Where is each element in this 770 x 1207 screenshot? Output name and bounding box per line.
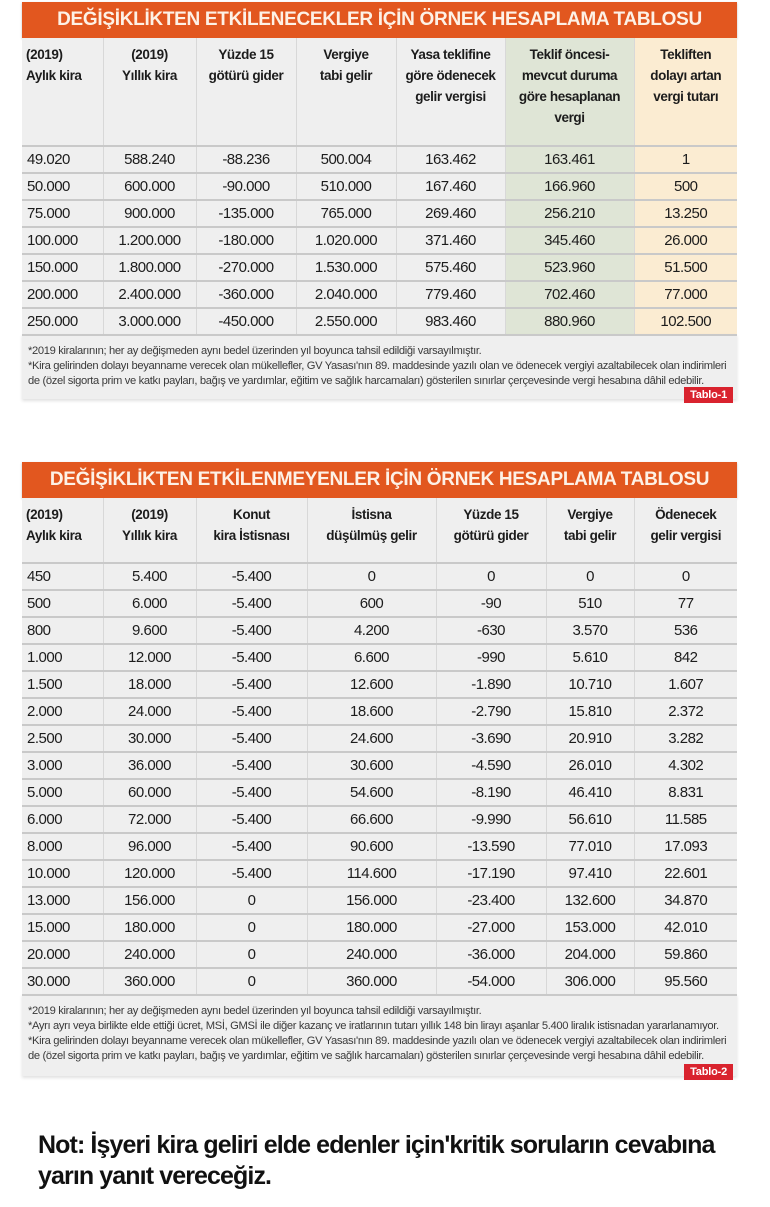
table-cell: 600.000	[103, 173, 196, 200]
table-cell: -5.400	[196, 644, 307, 671]
table2-section	[22, 462, 737, 1076]
table-cell: 26.000	[634, 227, 737, 254]
table2-note-1: *2019 kiralarının; her ay değişmeden aynı bedel üzerinden yıl boyunca tahsil edildiği varsayılmıştır.	[28, 1005, 482, 1017]
table2-column-header-line: Vergiye	[567, 507, 613, 522]
table-cell: 77.000	[634, 281, 737, 308]
table-cell: 26.010	[546, 752, 634, 779]
table-cell: 523.960	[505, 254, 634, 281]
table-cell: -90	[436, 590, 546, 617]
table-cell: 600	[307, 590, 436, 617]
table-cell: 0	[634, 563, 737, 590]
table1-column-header-line: gelir vergisi	[415, 89, 486, 104]
table-cell: 510.000	[296, 173, 396, 200]
table-row	[22, 563, 737, 590]
table2-column-header-line: kira İstisnası	[213, 528, 290, 543]
table-cell: 2.550.000	[296, 308, 396, 334]
table-cell: 56.610	[546, 806, 634, 833]
table2-column-header	[307, 498, 436, 563]
table-cell: -5.400	[196, 671, 307, 698]
table-cell: 450	[22, 563, 103, 590]
table-cell: 983.460	[396, 308, 505, 334]
table-cell: 5.400	[103, 563, 196, 590]
table2-badge: Tablo-2	[684, 1064, 733, 1080]
table-row	[22, 146, 737, 173]
table1-column-header-line: götürü gider	[208, 68, 284, 83]
table1-column-header	[396, 38, 505, 146]
table-cell: -5.400	[196, 806, 307, 833]
table1-column-header-line: mevcut duruma	[521, 68, 618, 83]
table-cell: -990	[436, 644, 546, 671]
table-row	[22, 200, 737, 227]
table2-column-header-line: Yıllık kira	[122, 528, 177, 543]
table2-title: DEĞİŞİKLİKTEN ETKİLENMEYENLER İÇİN ÖRNEK HESAPLAMA TABLOSU	[22, 462, 737, 498]
table1-column-header	[103, 38, 196, 146]
table-cell: 1.500	[22, 671, 103, 698]
table-cell: -27.000	[436, 914, 546, 941]
table2-column-header-line: İstisna	[351, 507, 392, 522]
table-cell: 13.000	[22, 887, 103, 914]
table-cell: 880.960	[505, 308, 634, 334]
table-cell: 46.410	[546, 779, 634, 806]
table-cell: 0	[196, 887, 307, 914]
table-cell: 900.000	[103, 200, 196, 227]
table-cell: 269.460	[396, 200, 505, 227]
table-cell: 90.600	[307, 833, 436, 860]
table1-column-header	[22, 38, 103, 146]
table-cell: -9.990	[436, 806, 546, 833]
table1-column-header	[296, 38, 396, 146]
table-cell: 96.000	[103, 833, 196, 860]
table-cell: 250.000	[22, 308, 103, 334]
table-cell: 66.600	[307, 806, 436, 833]
table-row	[22, 254, 737, 281]
table-cell: -270.000	[196, 254, 296, 281]
table1-body	[22, 146, 737, 334]
table-cell: 1.800.000	[103, 254, 196, 281]
table-cell: 34.870	[634, 887, 737, 914]
table2-note-2: *Ayrı ayrı veya birlikte elde ettiği ücret, MSİ, GMSİ ile diğer kazanç ve iratlarının tutarı yıllık 148 bin lirayı aşanlar 5.400 liralık istisnadan yararlanamıyor.	[28, 1020, 719, 1032]
table-cell: 842	[634, 644, 737, 671]
table2-column-header-line: tabi gelir	[563, 528, 617, 543]
table-cell: 132.600	[546, 887, 634, 914]
table2-column-header-line: düşülmüş gelir	[326, 528, 417, 543]
table-row	[22, 941, 737, 968]
table-row	[22, 779, 737, 806]
table-cell: -360.000	[196, 281, 296, 308]
table2-column-header	[196, 498, 307, 563]
table-cell: 166.960	[505, 173, 634, 200]
table-cell: 18.600	[307, 698, 436, 725]
table-cell: 360.000	[307, 968, 436, 994]
table-cell: 2.040.000	[296, 281, 396, 308]
table-cell: 1.607	[634, 671, 737, 698]
table-cell: 575.460	[396, 254, 505, 281]
table-row	[22, 671, 737, 698]
table-cell: 8.000	[22, 833, 103, 860]
table-cell: 371.460	[396, 227, 505, 254]
table2-column-header-line: Yüzde 15	[463, 507, 519, 522]
table1-column-header-line: Teklif öncesi-	[529, 47, 610, 62]
table2-note-3: *Kira gelirinden dolayı beyanname verecek olan mükellefler, GV Yasası'nın 89. maddesinde yazılı olan ve ödenecek vergiyi azaltabilecek olan indirimleri de (özel sigorta prim ve katkı payları, bağış ve yardımlar, eğitim ve sağlık harcamaları) gösterilen sınırlar çerçevesinde vergi hesabına dâhil edebilir.	[28, 1035, 727, 1062]
table-cell: -4.590	[436, 752, 546, 779]
table-cell: 30.600	[307, 752, 436, 779]
table-cell: 180.000	[103, 914, 196, 941]
table-cell: 702.460	[505, 281, 634, 308]
table-cell: 3.000	[22, 752, 103, 779]
table-row	[22, 617, 737, 644]
table-cell: 30.000	[103, 725, 196, 752]
table-cell: 0	[436, 563, 546, 590]
table1-column-header-line: (2019)	[131, 47, 168, 62]
table1	[22, 38, 737, 334]
table-cell: 150.000	[22, 254, 103, 281]
table-cell: 6.000	[103, 590, 196, 617]
table2-body	[22, 563, 737, 994]
table-cell: 77	[634, 590, 737, 617]
table-cell: 779.460	[396, 281, 505, 308]
table-cell: 54.600	[307, 779, 436, 806]
table1-column-header-line: dolayı artan	[650, 68, 722, 83]
table-cell: 15.000	[22, 914, 103, 941]
table-cell: 163.461	[505, 146, 634, 173]
table-cell: -5.400	[196, 752, 307, 779]
table-cell: -5.400	[196, 617, 307, 644]
table-cell: 13.250	[634, 200, 737, 227]
table-cell: 167.460	[396, 173, 505, 200]
table-cell: 1.530.000	[296, 254, 396, 281]
table-cell: -5.400	[196, 725, 307, 752]
table1-title: DEĞİŞİKLİKTEN ETKİLENECEKLER İÇİN ÖRNEK HESAPLAMA TABLOSU	[22, 2, 737, 38]
table-cell: -1.890	[436, 671, 546, 698]
table-cell: 17.093	[634, 833, 737, 860]
table-cell: -135.000	[196, 200, 296, 227]
table-cell: 114.600	[307, 860, 436, 887]
table-cell: 306.000	[546, 968, 634, 994]
table-cell: -180.000	[196, 227, 296, 254]
table-row	[22, 860, 737, 887]
table-row	[22, 698, 737, 725]
table-row	[22, 281, 737, 308]
table-cell: 8.831	[634, 779, 737, 806]
table-cell: 3.282	[634, 725, 737, 752]
table-cell: 60.000	[103, 779, 196, 806]
table2-column-header	[103, 498, 196, 563]
table2-footnotes	[22, 994, 737, 1076]
table-cell: 510	[546, 590, 634, 617]
table1-footnotes	[22, 334, 737, 399]
table2-column-header	[546, 498, 634, 563]
table-cell: -54.000	[436, 968, 546, 994]
table-row	[22, 968, 737, 994]
table-row	[22, 590, 737, 617]
table-cell: 0	[307, 563, 436, 590]
table-cell: 163.462	[396, 146, 505, 173]
table-cell: 153.000	[546, 914, 634, 941]
table-cell: -5.400	[196, 590, 307, 617]
table2	[22, 498, 737, 994]
table-cell: 345.460	[505, 227, 634, 254]
table-cell: 4.302	[634, 752, 737, 779]
table-row	[22, 752, 737, 779]
table-cell: 500	[634, 173, 737, 200]
table-cell: 0	[196, 914, 307, 941]
table-cell: 1.020.000	[296, 227, 396, 254]
table-row	[22, 644, 737, 671]
table-cell: 240.000	[103, 941, 196, 968]
table1-note-1: *2019 kiralarının; her ay değişmeden aynı bedel üzerinden yıl boyunca tahsil edildiği varsayılmıştır.	[28, 345, 482, 357]
table1-badge: Tablo-1	[684, 387, 733, 403]
table-cell: 2.500	[22, 725, 103, 752]
table-cell: 200.000	[22, 281, 103, 308]
table-cell: 20.910	[546, 725, 634, 752]
table-cell: 10.000	[22, 860, 103, 887]
table1-note-2: *Kira gelirinden dolayı beyanname verecek olan mükellefler, GV Yasası'nın 89. maddesinde yazılı olan ve ödenecek vergiyi azaltabilecek olan indirimleri de (özel sigorta prim ve katkı payları, bağış ve yardımlar, eğitim ve sağlık harcamaları) gösterilen sınırlar çerçevesinde vergi hesabına dâhil edebilir.	[28, 360, 727, 387]
table-cell: 51.500	[634, 254, 737, 281]
table1-column-header-line: Yıllık kira	[122, 68, 177, 83]
table2-column-header-line: Konut	[233, 507, 270, 522]
table-cell: 42.010	[634, 914, 737, 941]
final-note: Not: İşyeri kira geliri elde edenler için'kritik soruların cevabına yarın yanıt vereceğiz.	[38, 1131, 715, 1190]
table1-column-header	[196, 38, 296, 146]
table-cell: 22.601	[634, 860, 737, 887]
table1-column-header-line: vergi	[554, 110, 585, 125]
table-row	[22, 308, 737, 334]
table-cell: 536	[634, 617, 737, 644]
table-cell: 1.000	[22, 644, 103, 671]
table-cell: -3.690	[436, 725, 546, 752]
table-cell: -88.236	[196, 146, 296, 173]
table-cell: 2.400.000	[103, 281, 196, 308]
table-cell: 256.210	[505, 200, 634, 227]
table-cell: 765.000	[296, 200, 396, 227]
table-cell: 5.000	[22, 779, 103, 806]
table-cell: 30.000	[22, 968, 103, 994]
table-row	[22, 227, 737, 254]
table-cell: 24.000	[103, 698, 196, 725]
table2-column-header-line: gelir vergisi	[650, 528, 722, 543]
table1-section	[22, 2, 737, 399]
table-cell: 102.500	[634, 308, 737, 334]
table-cell: 18.000	[103, 671, 196, 698]
table-cell: -5.400	[196, 563, 307, 590]
table-cell: 4.200	[307, 617, 436, 644]
table-cell: 500	[22, 590, 103, 617]
table-cell: -8.190	[436, 779, 546, 806]
table-cell: 1	[634, 146, 737, 173]
table-row	[22, 914, 737, 941]
table-cell: 156.000	[307, 887, 436, 914]
table-cell: 9.600	[103, 617, 196, 644]
table-cell: -13.590	[436, 833, 546, 860]
table-cell: 95.560	[634, 968, 737, 994]
table-cell: 3.000.000	[103, 308, 196, 334]
table-cell: 0	[546, 563, 634, 590]
table1-column-header-line: Tekliften	[660, 47, 712, 62]
table2-header-row	[22, 498, 737, 563]
table-cell: 24.600	[307, 725, 436, 752]
table-cell: 10.710	[546, 671, 634, 698]
table-cell: 500.004	[296, 146, 396, 173]
table-cell: 588.240	[103, 146, 196, 173]
table-cell: 360.000	[103, 968, 196, 994]
table-cell: 2.000	[22, 698, 103, 725]
table1-column-header-line: tabi gelir	[319, 68, 373, 83]
table-cell: -36.000	[436, 941, 546, 968]
table-cell: 2.372	[634, 698, 737, 725]
table2-column-header	[634, 498, 737, 563]
table2-column-header-line: Aylık kira	[26, 528, 82, 543]
table2-column-header-line: (2019)	[131, 507, 168, 522]
table-cell: 156.000	[103, 887, 196, 914]
table1-column-header	[634, 38, 737, 146]
table2-column-header-line: (2019)	[26, 507, 63, 522]
table-cell: 50.000	[22, 173, 103, 200]
table-row	[22, 725, 737, 752]
table2-column-header-line: Ödenecek	[655, 507, 717, 522]
table-cell: -450.000	[196, 308, 296, 334]
table-cell: 97.410	[546, 860, 634, 887]
table-cell: -23.400	[436, 887, 546, 914]
table1-header-row	[22, 38, 737, 146]
table-cell: -90.000	[196, 173, 296, 200]
table-cell: 180.000	[307, 914, 436, 941]
table-cell: 15.810	[546, 698, 634, 725]
table1-column-header-line: Aylık kira	[26, 68, 82, 83]
table-cell: -630	[436, 617, 546, 644]
table-cell: 1.200.000	[103, 227, 196, 254]
table-cell: 36.000	[103, 752, 196, 779]
table-cell: 77.010	[546, 833, 634, 860]
table-cell: 72.000	[103, 806, 196, 833]
table-cell: -2.790	[436, 698, 546, 725]
table-row	[22, 887, 737, 914]
table-cell: 240.000	[307, 941, 436, 968]
table-cell: 204.000	[546, 941, 634, 968]
table2-column-header-line: götürü gider	[453, 528, 529, 543]
table-cell: 0	[196, 941, 307, 968]
table-cell: 6.000	[22, 806, 103, 833]
table-cell: 120.000	[103, 860, 196, 887]
table-cell: 100.000	[22, 227, 103, 254]
table1-column-header-line: Yüzde 15	[218, 47, 274, 62]
table-cell: 59.860	[634, 941, 737, 968]
table-cell: 75.000	[22, 200, 103, 227]
table1-column-header-line: vergi tutarı	[653, 89, 719, 104]
table-cell: 12.600	[307, 671, 436, 698]
table-cell: 12.000	[103, 644, 196, 671]
table-row	[22, 173, 737, 200]
table2-column-header	[436, 498, 546, 563]
table1-column-header	[505, 38, 634, 146]
table-cell: -5.400	[196, 698, 307, 725]
table-cell: 5.610	[546, 644, 634, 671]
table-cell: -5.400	[196, 779, 307, 806]
table1-column-header-line: göre ödenecek	[405, 68, 496, 83]
table1-column-header-line: (2019)	[26, 47, 63, 62]
table1-column-header-line: göre hesaplanan	[518, 89, 621, 104]
table-cell: 6.600	[307, 644, 436, 671]
table-cell: -5.400	[196, 860, 307, 887]
table-cell: 3.570	[546, 617, 634, 644]
table-row	[22, 806, 737, 833]
table-cell: 20.000	[22, 941, 103, 968]
table-cell: 0	[196, 968, 307, 994]
table-row	[22, 833, 737, 860]
table-cell: -17.190	[436, 860, 546, 887]
table-cell: 49.020	[22, 146, 103, 173]
table2-column-header	[22, 498, 103, 563]
table1-column-header-line: Vergiye	[323, 47, 369, 62]
table-cell: 800	[22, 617, 103, 644]
table-cell: 11.585	[634, 806, 737, 833]
table1-column-header-line: Yasa teklifine	[410, 47, 491, 62]
table-cell: -5.400	[196, 833, 307, 860]
